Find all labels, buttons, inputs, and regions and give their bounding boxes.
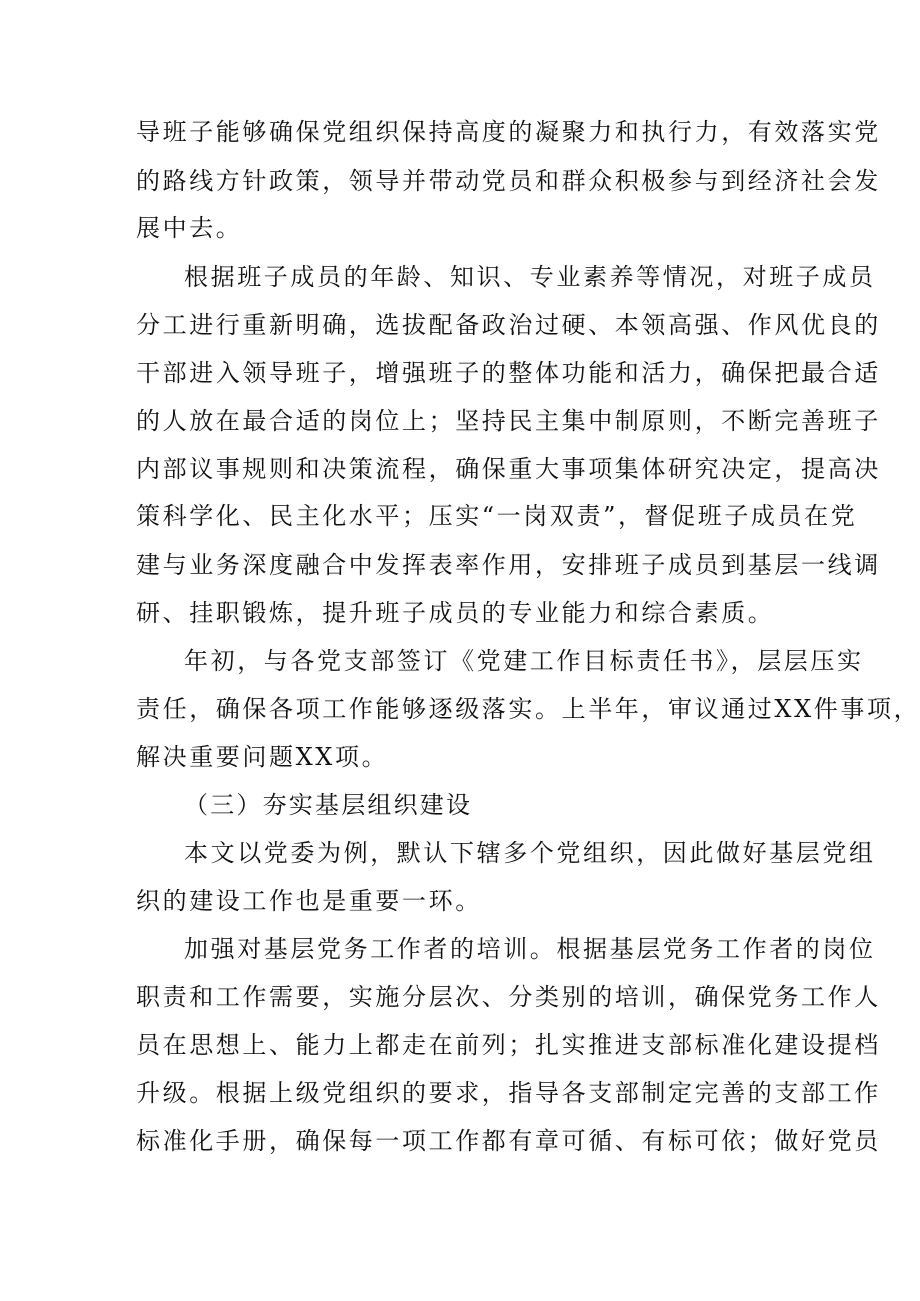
paragraph-line: 的路线方针政策，领导并带动党员和群众积极参与到经济社会发 [136, 167, 881, 195]
paragraph-line: 加强对基层党务工作者的培训。根据基层党务工作者的岗位 [184, 935, 876, 963]
paragraph-line: 本文以党委为例，默认下辖多个党组织，因此做好基层党组 [184, 839, 876, 867]
section-heading: （三）夯实基层组织建设 [184, 791, 473, 819]
paragraph-line: 导班子能够确保党组织保持高度的凝聚力和执行力，有效落实党 [136, 118, 881, 146]
paragraph-line: 的人放在最合适的岗位上；坚持民主集中制原则，不断完善班子 [136, 407, 881, 435]
paragraph-line: 责任，确保各项工作能够逐级落实。上半年，审议通过XX件事项， [136, 695, 920, 723]
paragraph-line: 内部议事规则和决策流程，确保重大事项集体研究决定，提高决 [136, 455, 881, 483]
paragraph-line: 织的建设工作也是重要一环。 [136, 887, 482, 915]
paragraph-line: 解决重要问题XX项。 [136, 743, 389, 771]
paragraph-line: 研、挂职锻炼，提升班子成员的专业能力和综合素质。 [136, 599, 775, 627]
paragraph-line: 职责和工作需要，实施分层次、分类别的培训，确保党务工作人 [136, 983, 881, 1011]
paragraph-line: 升级。根据上级党组织的要求，指导各支部制定完善的支部工作 [136, 1079, 881, 1107]
paragraph-line: 根据班子成员的年龄、知识、专业素养等情况，对班子成员 [184, 263, 876, 291]
paragraph-line: 标准化手册，确保每一项工作都有章可循、有标可依；做好党员 [136, 1127, 881, 1155]
paragraph-line: 建与业务深度融合中发挥表率作用，安排班子成员到基层一线调 [136, 551, 881, 579]
paragraph-line: 分工进行重新明确，选拔配备政治过硬、本领高强、作风优良的 [136, 311, 881, 339]
paragraph-line: 展中去。 [136, 214, 243, 242]
paragraph-line: 策科学化、民主化水平；压实“一岗双责”，督促班子成员在党 [136, 502, 858, 530]
paragraph-line: 年初，与各党支部签订《党建工作目标责任书》，层层压实 [184, 647, 864, 675]
paragraph-line: 干部进入领导班子，增强班子的整体功能和活力，确保把最合适 [136, 359, 881, 387]
paragraph-line: 员在思想上、能力上都走在前列；扎实推进支部标准化建设提档 [136, 1031, 881, 1059]
